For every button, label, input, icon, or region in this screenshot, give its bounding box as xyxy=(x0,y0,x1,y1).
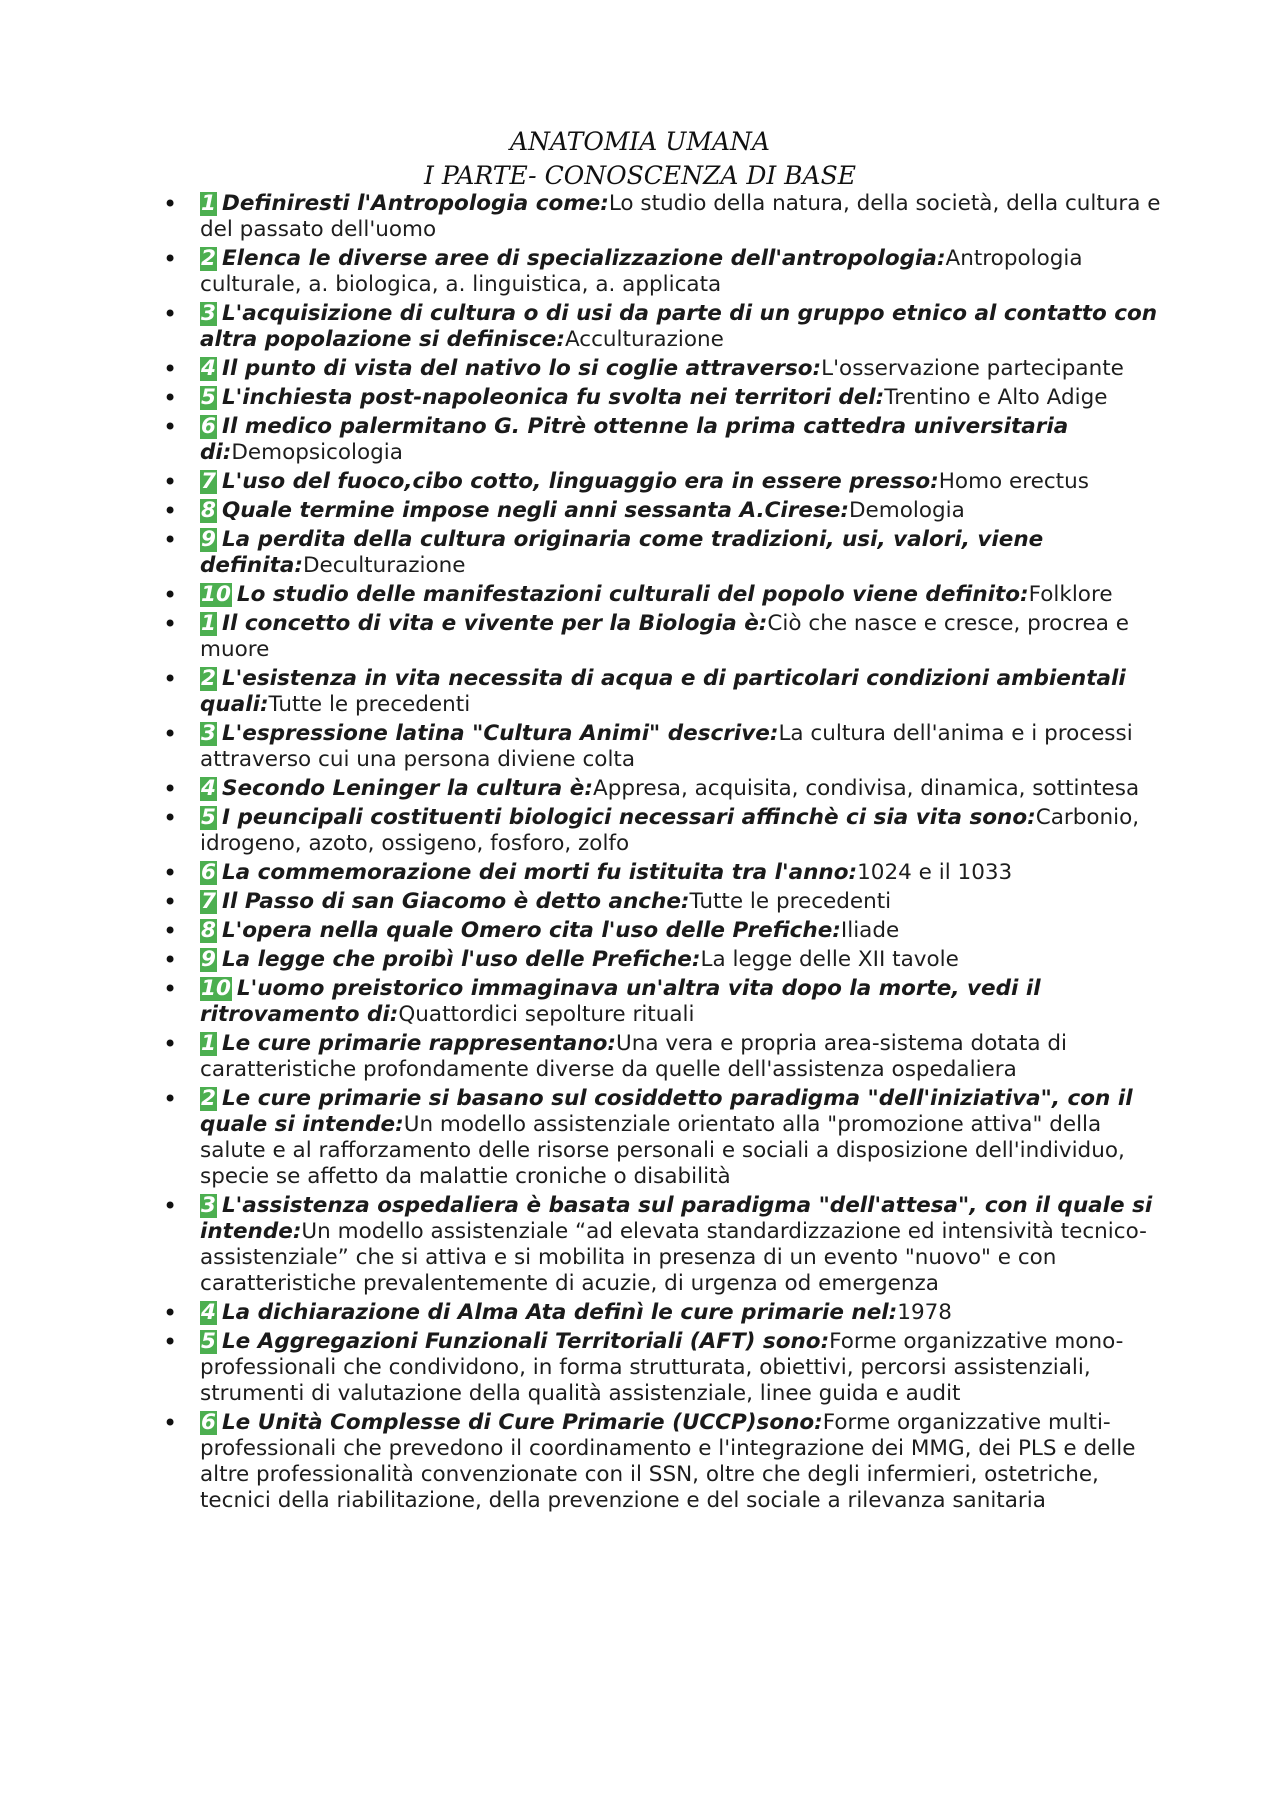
answer-text: La legge delle XII tavole xyxy=(700,947,959,972)
question-number-badge: 4 xyxy=(201,776,216,801)
question-text: Elenca le diverse aree di specializzazione dell'antropologia: xyxy=(221,246,946,271)
question-number-badge: 6 xyxy=(201,1410,216,1435)
list-item xyxy=(200,1031,1166,1083)
list-item xyxy=(200,469,1166,495)
question-number-badge: 9 xyxy=(201,947,216,972)
question-text: La commemorazione dei morti fu istituita tra l'anno: xyxy=(221,860,858,885)
list-item xyxy=(200,1086,1166,1190)
answer-text: Forme organizzative mono-professionali che condividono, in forma strutturata, obiettivi, percorsi assistenziali, strumenti di valutazione della qualità assistenziale, linee guida e audit xyxy=(200,1329,1124,1406)
list-item xyxy=(200,1410,1166,1514)
question-number-badge: 3 xyxy=(201,1193,216,1218)
question-number-badge: 3 xyxy=(201,721,216,746)
answer-text: Demologia xyxy=(848,498,965,523)
answer-text: Acculturazione xyxy=(564,327,724,352)
question-number-badge: 4 xyxy=(201,356,216,381)
answer-text: 1978 xyxy=(897,1300,952,1325)
answer-text: Un modello assistenziale orientato alla "promozione attiva" della salute e al rafforzamento delle risorse personali e sociali a disposizione dell'individuo, specie se affetto da malattie croniche o disabilità xyxy=(200,1112,1125,1189)
question-number-badge: 1 xyxy=(201,191,216,216)
question-number-badge: 1 xyxy=(201,1031,216,1056)
list-item xyxy=(200,776,1166,802)
answer-text: Antropologia culturale, a. biologica, a. linguistica, a. applicata xyxy=(200,246,1083,297)
list-item xyxy=(200,498,1166,524)
question-text: Le Aggregazioni Funzionali Territoriali (AFT) sono: xyxy=(221,1329,830,1354)
list-item xyxy=(200,1193,1166,1297)
question-number-badge: 7 xyxy=(201,889,216,914)
answer-text: Folklore xyxy=(1028,582,1113,607)
question-text: Secondo Leninger la cultura è: xyxy=(221,776,593,801)
list-item xyxy=(200,860,1166,886)
question-text: Quale termine impose negli anni sessanta A.Cirese: xyxy=(221,498,849,523)
question-number-badge: 3 xyxy=(201,301,216,326)
list-item xyxy=(200,918,1166,944)
answer-text: Lo studio della natura, della società, della cultura e del passato dell'uomo xyxy=(200,191,1161,242)
document-subtitle: I PARTE- CONOSCENZA DI BASE xyxy=(424,161,856,190)
list-item xyxy=(200,582,1166,608)
question-number-badge: 2 xyxy=(201,666,216,691)
question-list xyxy=(200,191,1166,1517)
question-number-badge: 2 xyxy=(201,1086,216,1111)
question-text: L'opera nella quale Omero cita l'uso delle Prefiche: xyxy=(221,918,841,943)
answer-text: Deculturazione xyxy=(302,553,466,578)
question-number-badge: 7 xyxy=(201,469,216,494)
question-text: Le cure primarie rappresentano: xyxy=(221,1031,616,1056)
answer-text: Tutte le precedenti xyxy=(268,692,471,717)
list-item xyxy=(200,301,1166,353)
question-number-badge: 10 xyxy=(201,976,231,1001)
answer-text: 1024 e il 1033 xyxy=(857,860,1013,885)
question-text: Lo studio delle manifestazioni culturali del popolo viene definito: xyxy=(236,582,1029,607)
question-number-badge: 5 xyxy=(201,1329,216,1354)
question-text: Le Unità Complesse di Cure Primarie (UCCP)sono: xyxy=(221,1410,823,1435)
question-number-badge: 9 xyxy=(201,527,216,552)
question-number-badge: 6 xyxy=(201,860,216,885)
question-number-badge: 5 xyxy=(201,805,216,830)
question-number-badge: 1 xyxy=(201,611,216,636)
answer-text: L'osservazione partecipante xyxy=(821,356,1124,381)
answer-text: Quattordici sepolture rituali xyxy=(398,1002,695,1027)
question-text: Il concetto di vita e vivente per la Biologia è: xyxy=(221,611,768,636)
question-text: L'uomo preistorico immaginava un'altra vita dopo la morte, vedi il ritrovamento di: xyxy=(200,976,1041,1027)
question-text: L'acquisizione di cultura o di usi da parte di un gruppo etnico al contatto con altra popolazione si definisce: xyxy=(200,301,1158,352)
list-item xyxy=(200,1329,1166,1407)
question-text: L'uso del fuoco,cibo cotto, linguaggio era in essere presso: xyxy=(221,469,939,494)
question-text: Il punto di vista del nativo lo si coglie attraverso: xyxy=(221,356,822,381)
question-text: I peuncipali costituenti biologici necessari affinchè ci sia vita sono: xyxy=(221,805,1036,830)
answer-text: Forme organizzative multi-professionali che prevedono il coordinamento e l'integrazione dei MMG, dei PLS e delle altre professionalità convenzionate con il SSN, oltre che degli infermieri, ostetriche, tecnici della riabilitazione, della prevenzione e del sociale a rilevanza sanitaria xyxy=(200,1410,1136,1513)
list-item xyxy=(200,385,1166,411)
question-text: Il medico palermitano G. Pitrè ottenne la prima cattedra universitaria di: xyxy=(200,414,1069,465)
list-item xyxy=(200,721,1166,773)
question-text: La dichiarazione di Alma Ata definì le cure primarie nel: xyxy=(221,1300,898,1325)
question-text: La perdita della cultura originaria come tradizioni, usi, valori, viene definita: xyxy=(200,527,1044,578)
question-text: L'assistenza ospedaliera è basata sul paradigma "dell'attesa", con il quale si intende: xyxy=(200,1193,1153,1244)
list-item xyxy=(200,414,1166,466)
answer-text: Iliade xyxy=(840,918,900,943)
list-item xyxy=(200,246,1166,298)
answer-text: Un modello assistenziale “ad elevata standardizzazione ed intensività tecnico-assistenziale” che si attiva e si mobilita in presenza di un evento "nuovo" e con caratteristiche prevalentemente di acuzie, di urgenza od emergenza xyxy=(200,1219,1147,1296)
document-title: ANATOMIA UMANA xyxy=(510,127,770,156)
question-number-badge: 2 xyxy=(201,246,216,271)
question-text: L'inchiesta post-napoleonica fu svolta nei territori del: xyxy=(221,385,885,410)
answer-text: Carbonio, idrogeno, azoto, ossigeno, fosforo, zolfo xyxy=(200,805,1140,856)
question-text: L'esistenza in vita necessita di acqua e di particolari condizioni ambientali quali: xyxy=(200,666,1126,717)
question-number-badge: 5 xyxy=(201,385,216,410)
list-item xyxy=(200,947,1166,973)
list-item xyxy=(200,527,1166,579)
list-item xyxy=(200,666,1166,718)
question-text: L'espressione latina "Cultura Animi" descrive: xyxy=(221,721,779,746)
answer-text: Demopsicologia xyxy=(231,440,403,465)
answer-text: Tutte le precedenti xyxy=(689,889,892,914)
question-number-badge: 8 xyxy=(201,918,216,943)
answer-text: La cultura dell'anima e i processi attraverso cui una persona diviene colta xyxy=(200,721,1133,772)
list-item xyxy=(200,1300,1166,1326)
answer-text: Appresa, acquisita, condivisa, dinamica, sottintesa xyxy=(592,776,1140,801)
list-item xyxy=(200,356,1166,382)
list-item xyxy=(200,191,1166,243)
question-text: Definiresti l'Antropologia come: xyxy=(221,191,609,216)
question-number-badge: 8 xyxy=(201,498,216,523)
question-number-badge: 4 xyxy=(201,1300,216,1325)
list-item xyxy=(200,805,1166,857)
list-item xyxy=(200,611,1166,663)
answer-text: Trentino e Alto Adige xyxy=(884,385,1108,410)
list-item xyxy=(200,976,1166,1028)
answer-text: Homo erectus xyxy=(938,469,1089,494)
question-number-badge: 6 xyxy=(201,414,216,439)
answer-text: Ciò che nasce e cresce, procrea e muore xyxy=(200,611,1129,662)
answer-text: Una vera e propria area-sistema dotata di caratteristiche profondamente diverse da quelle dell'assistenza ospedaliera xyxy=(200,1031,1068,1082)
question-number-badge: 10 xyxy=(201,582,231,607)
question-text: Le cure primarie si basano sul cosiddetto paradigma "dell'iniziativa", con il quale si intende: xyxy=(200,1086,1133,1137)
question-text: Il Passo di san Giacomo è detto anche: xyxy=(221,889,690,914)
list-item xyxy=(200,889,1166,915)
question-text: La legge che proibì l'uso delle Prefiche: xyxy=(221,947,701,972)
